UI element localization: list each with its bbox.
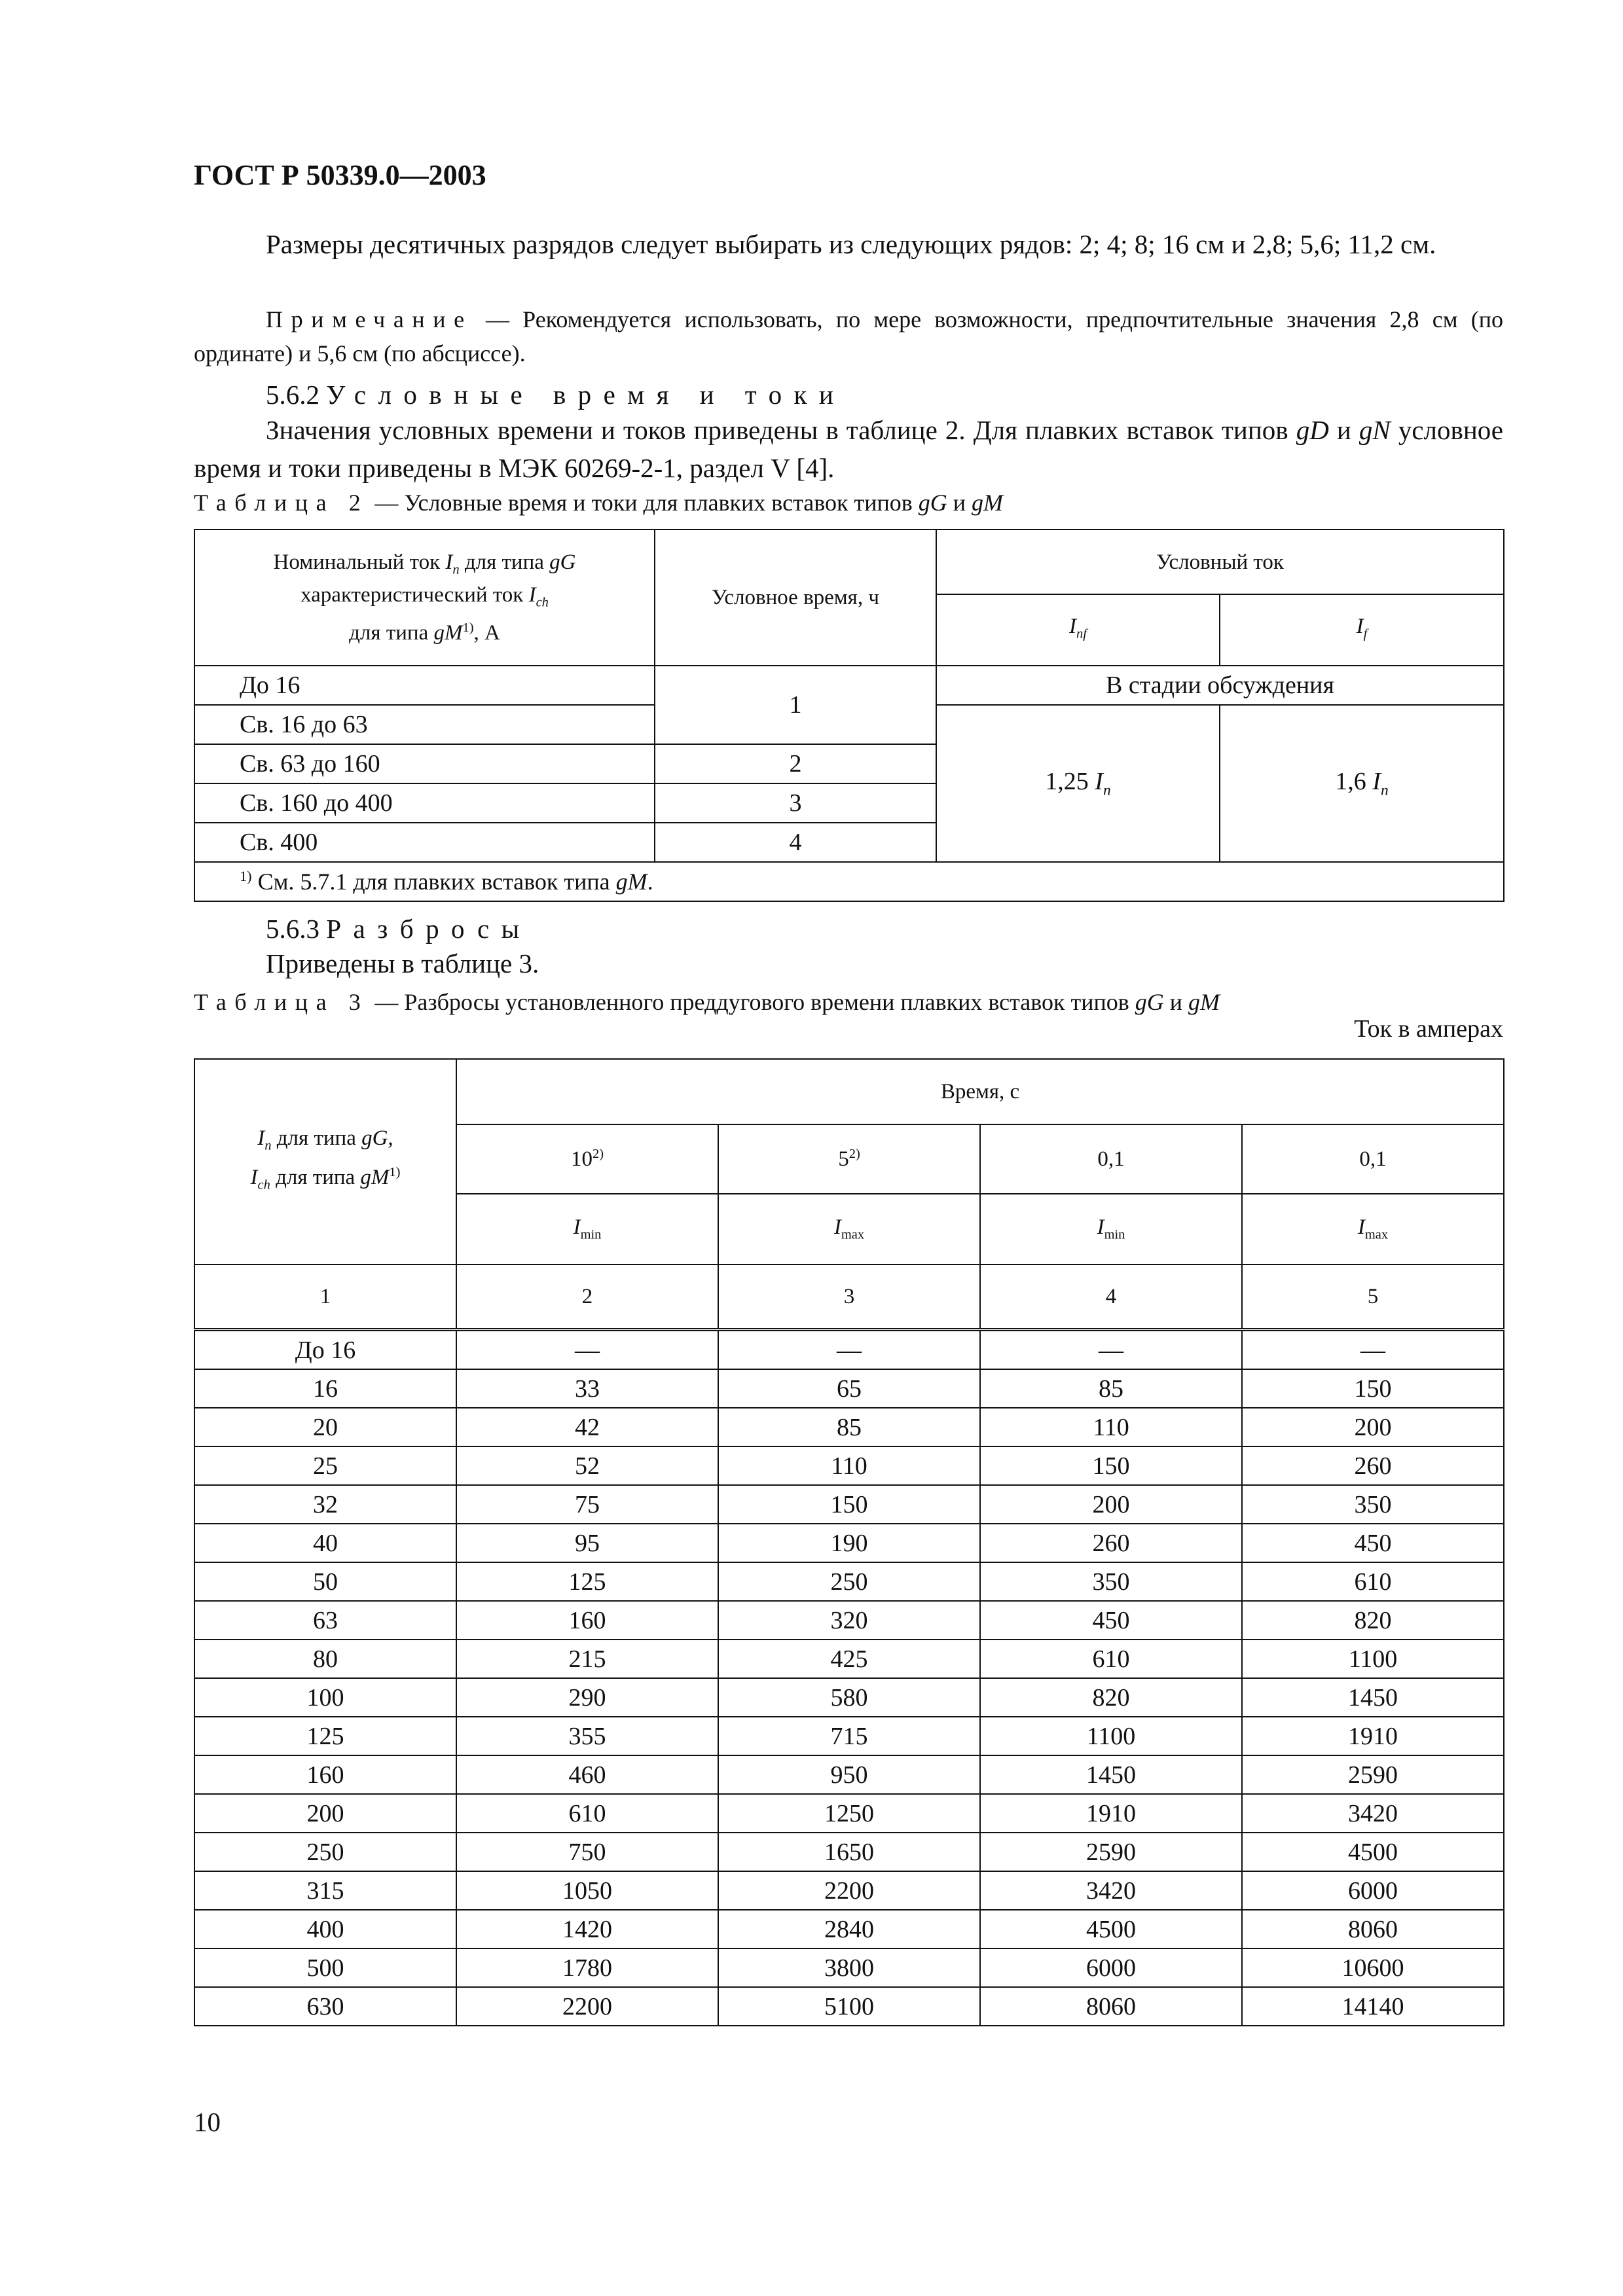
t3-value-cell: 215: [456, 1640, 718, 1678]
t2-header-if: $I_f$: [1220, 594, 1504, 666]
table3-caption: Таблица 3 — Разбросы установленного преддугового времени плавких вставок типов gG и gM: [194, 989, 1220, 1015]
t3-value-cell: 3420: [980, 1871, 1242, 1910]
table-row: [194, 1562, 1504, 1601]
t3-column-number: 1: [194, 1265, 456, 1330]
t3-value-cell: 1100: [980, 1717, 1242, 1755]
t3-current-cell: 40: [194, 1524, 456, 1562]
t3-value-cell: 2200: [456, 1987, 718, 2026]
t3-header-imin: $I_{min}$: [980, 1194, 1242, 1265]
t3-value-cell: —: [718, 1330, 980, 1370]
t3-value-cell: 190: [718, 1524, 980, 1562]
t3-value-cell: 160: [456, 1601, 718, 1640]
t3-header-time: Время, с: [456, 1059, 1504, 1124]
t3-value-cell: 260: [1242, 1446, 1504, 1485]
table-row: [194, 1910, 1504, 1948]
t3-header-imax: $I_{max}$: [718, 1194, 980, 1265]
t3-value-cell: 85: [718, 1408, 980, 1446]
t3-current-cell: 500: [194, 1948, 456, 1987]
table-row: [194, 1987, 1504, 2026]
t3-header-t1: 10$^{2)}$: [456, 1124, 718, 1194]
t3-value-cell: 580: [718, 1678, 980, 1717]
t3-value-cell: 14140: [1242, 1987, 1504, 2026]
t2-row-label: До 16: [194, 666, 655, 705]
t3-value-cell: 3420: [1242, 1794, 1504, 1833]
t3-value-cell: 4500: [980, 1910, 1242, 1948]
table-row: [194, 1948, 1504, 1987]
t3-column-number: 3: [718, 1265, 980, 1330]
t3-value-cell: 75: [456, 1485, 718, 1524]
t3-value-cell: 4500: [1242, 1833, 1504, 1871]
section-5-6-2-text: Значения условных времени и токов приведены в таблице 2. Для плавких вставок типов gD и gN условное время и токи приведены в МЭК 60269-2-1, раздел V [4].: [194, 415, 1503, 483]
t3-value-cell: 750: [456, 1833, 718, 1871]
t3-value-cell: 10600: [1242, 1948, 1504, 1987]
section-title: Разбросы: [326, 914, 532, 944]
section-5-6-3-text: Приведены в таблице 3.: [266, 948, 539, 978]
t3-current-cell: 200: [194, 1794, 456, 1833]
document-header: ГОСТ Р 50339.0—2003: [194, 159, 486, 191]
table-row: [194, 1524, 1504, 1562]
table2-caption: Таблица 2 — Условные время и токи для плавких вставок типов gG и gM: [194, 490, 1003, 516]
t3-value-cell: 1650: [718, 1833, 980, 1871]
table-2: [194, 529, 1504, 902]
t3-current-cell: 630: [194, 1987, 456, 2026]
t3-current-cell: 160: [194, 1755, 456, 1794]
table-row: [194, 1446, 1504, 1485]
t3-column-number: 2: [456, 1265, 718, 1330]
table-row: [194, 1330, 1504, 1370]
section-title: Условные время и токи: [326, 380, 846, 410]
t2-time-cell: 2: [655, 744, 936, 783]
t3-header-t3: 0,1: [980, 1124, 1242, 1194]
t3-value-cell: 1780: [456, 1948, 718, 1987]
t3-value-cell: 65: [718, 1369, 980, 1408]
t3-header-t2: 5$^{2)}$: [718, 1124, 980, 1194]
t3-value-cell: 425: [718, 1640, 980, 1678]
t2-header-nominal-current: Номинальный ток $I_n$ для типа gG характеристический ток $I_{ch}$ для типа $gM^{1)}$, А: [194, 529, 655, 666]
t3-value-cell: 610: [456, 1794, 718, 1833]
t3-current-cell: 315: [194, 1871, 456, 1910]
t3-value-cell: 95: [456, 1524, 718, 1562]
t3-value-cell: 715: [718, 1717, 980, 1755]
t2-row-label: Св. 160 до 400: [194, 783, 655, 823]
t3-value-cell: 150: [718, 1485, 980, 1524]
t3-value-cell: 1050: [456, 1871, 718, 1910]
table-row: [194, 1408, 1504, 1446]
section-5-6-3-heading: 5.6.3 Разбросы: [266, 914, 532, 944]
t3-value-cell: 820: [1242, 1601, 1504, 1640]
t3-value-cell: 450: [980, 1601, 1242, 1640]
t3-current-cell: 100: [194, 1678, 456, 1717]
t3-value-cell: 85: [980, 1369, 1242, 1408]
table-3: [194, 1058, 1504, 2026]
t3-current-cell: 63: [194, 1601, 456, 1640]
t3-value-cell: 110: [980, 1408, 1242, 1446]
note: [194, 302, 1503, 370]
t3-current-cell: 250: [194, 1833, 456, 1871]
t3-value-cell: 1250: [718, 1794, 980, 1833]
t3-value-cell: 350: [1242, 1485, 1504, 1524]
t3-header-imin: $I_{min}$: [456, 1194, 718, 1265]
t3-current-cell: 25: [194, 1446, 456, 1485]
t3-value-cell: 42: [456, 1408, 718, 1446]
note-label: Примечание: [266, 306, 473, 332]
t3-value-cell: 1910: [1242, 1717, 1504, 1755]
t3-value-cell: 5100: [718, 1987, 980, 2026]
t3-value-cell: 2840: [718, 1910, 980, 1948]
t3-value-cell: 52: [456, 1446, 718, 1485]
t3-header-imax: $I_{max}$: [1242, 1194, 1504, 1265]
t3-value-cell: 150: [980, 1446, 1242, 1485]
t3-current-cell: 80: [194, 1640, 456, 1678]
note-text: — Рекомендуется использовать, по мере возможности, предпочтительные значения 2,8 см (по ординате) и 5,6 см (по абсциссе).: [194, 306, 1503, 367]
t2-footnote: $^{1)}$ См. 5.7.1 для плавких вставок типа gM.: [194, 862, 1504, 901]
t3-value-cell: 1420: [456, 1910, 718, 1948]
t2-time-cell: 3: [655, 783, 936, 823]
t2-header-conventional-current: Условный ток: [936, 529, 1504, 594]
t3-value-cell: 150: [1242, 1369, 1504, 1408]
section-5-6-2-heading: 5.6.2 Условные время и токи: [266, 380, 846, 410]
t2-time-cell: 1: [655, 666, 936, 744]
t3-value-cell: 1100: [1242, 1640, 1504, 1678]
t3-column-number: 5: [1242, 1265, 1504, 1330]
t3-value-cell: 200: [1242, 1408, 1504, 1446]
table-row: [194, 1485, 1504, 1524]
t3-value-cell: 950: [718, 1755, 980, 1794]
t3-value-cell: —: [1242, 1330, 1504, 1370]
t3-header-t4: 0,1: [1242, 1124, 1504, 1194]
t3-current-cell: До 16: [194, 1330, 456, 1370]
table-row: [194, 1794, 1504, 1833]
t2-row-label: Св. 63 до 160: [194, 744, 655, 783]
t3-value-cell: 2200: [718, 1871, 980, 1910]
t2-row-label: Св. 400: [194, 823, 655, 862]
t3-value-cell: 2590: [980, 1833, 1242, 1871]
t3-value-cell: —: [980, 1330, 1242, 1370]
t3-value-cell: 610: [1242, 1562, 1504, 1601]
page-number: 10: [194, 2107, 221, 2137]
t3-header-current: $I_n$ для типа gG, $I_{ch}$ для типа $gM^{1)}$: [194, 1059, 456, 1265]
t3-current-cell: 16: [194, 1369, 456, 1408]
t2-header-inf: $I_{nf}$: [936, 594, 1220, 666]
t2-if-value: 1,6 $I_n$: [1220, 705, 1504, 862]
t3-value-cell: 320: [718, 1601, 980, 1640]
t3-value-cell: 1450: [1242, 1678, 1504, 1717]
t3-value-cell: 820: [980, 1678, 1242, 1717]
t3-value-cell: 350: [980, 1562, 1242, 1601]
table-row: [194, 1755, 1504, 1794]
t2-discussion-cell: В стадии обсуждения: [936, 666, 1504, 705]
t3-value-cell: 200: [980, 1485, 1242, 1524]
t3-value-cell: 8060: [980, 1987, 1242, 2026]
t3-value-cell: 450: [1242, 1524, 1504, 1562]
table3-unit: Ток в амперах: [1354, 1015, 1503, 1043]
table-row: [194, 1833, 1504, 1871]
table-row: [194, 1601, 1504, 1640]
t2-time-cell: 4: [655, 823, 936, 862]
t3-current-cell: 32: [194, 1485, 456, 1524]
t3-value-cell: 290: [456, 1678, 718, 1717]
table-row: [194, 1678, 1504, 1717]
table-row: [194, 1640, 1504, 1678]
t2-header-conventional-time: Условное время, ч: [655, 529, 936, 666]
table-row: [194, 1717, 1504, 1755]
t3-column-number: 4: [980, 1265, 1242, 1330]
t3-value-cell: 610: [980, 1640, 1242, 1678]
t3-value-cell: 260: [980, 1524, 1242, 1562]
t3-current-cell: 125: [194, 1717, 456, 1755]
t3-value-cell: 355: [456, 1717, 718, 1755]
t3-value-cell: 6000: [980, 1948, 1242, 1987]
t3-value-cell: 110: [718, 1446, 980, 1485]
table-row: [194, 1369, 1504, 1408]
t3-current-cell: 50: [194, 1562, 456, 1601]
t3-value-cell: 250: [718, 1562, 980, 1601]
t3-value-cell: 125: [456, 1562, 718, 1601]
t2-inf-value: 1,25 $I_n$: [936, 705, 1220, 862]
t3-current-cell: 400: [194, 1910, 456, 1948]
t3-value-cell: —: [456, 1330, 718, 1370]
t3-current-cell: 20: [194, 1408, 456, 1446]
t3-value-cell: 6000: [1242, 1871, 1504, 1910]
table-row: [194, 1871, 1504, 1910]
t3-value-cell: 3800: [718, 1948, 980, 1987]
t3-value-cell: 1450: [980, 1755, 1242, 1794]
paragraph-decimal-sizes: Размеры десятичных разрядов следует выбирать из следующих рядов: 2; 4; 8; 16 см и 2,8; 5,6; 11,2 см.: [266, 229, 1436, 259]
t2-row-label: Св. 16 до 63: [194, 705, 655, 744]
t3-value-cell: 2590: [1242, 1755, 1504, 1794]
t3-value-cell: 8060: [1242, 1910, 1504, 1948]
t3-value-cell: 33: [456, 1369, 718, 1408]
t3-value-cell: 1910: [980, 1794, 1242, 1833]
t3-value-cell: 460: [456, 1755, 718, 1794]
